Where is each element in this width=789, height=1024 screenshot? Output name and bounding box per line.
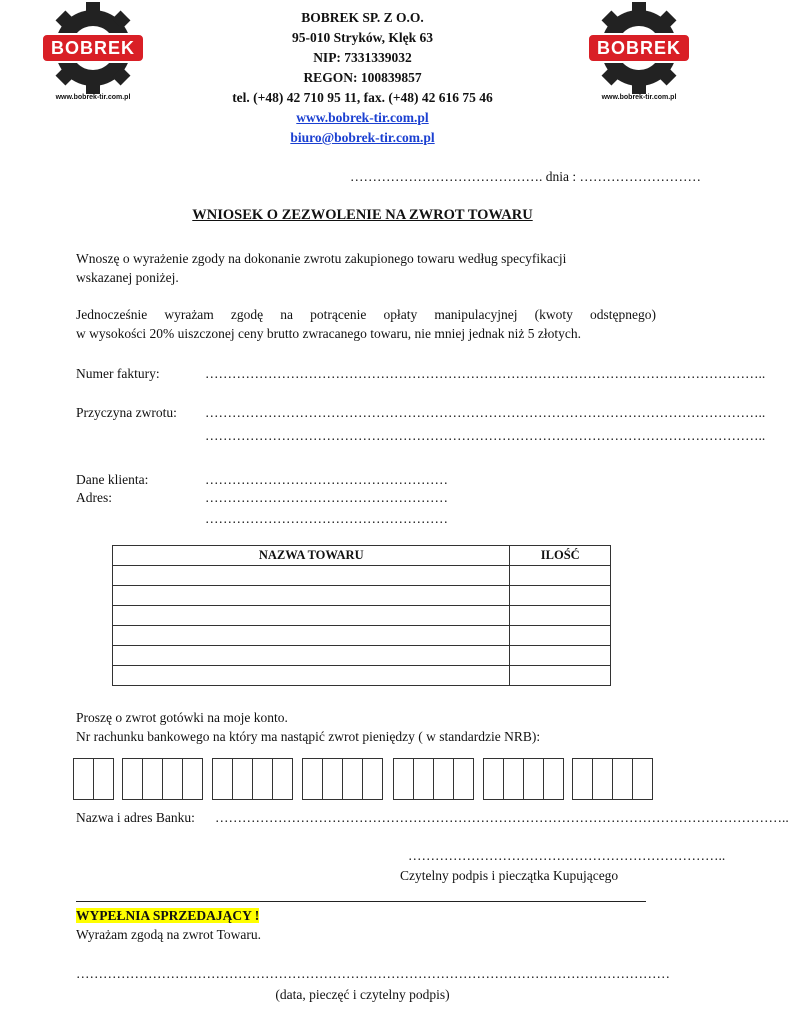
company-regon: REGON: 100839857 bbox=[303, 70, 422, 85]
reason-label: Przyczyna zwrotu: bbox=[76, 405, 177, 420]
email-link[interactable]: biuro@bobrek-tir.com.pl bbox=[290, 130, 435, 145]
company-name: BOBREK SP. Z O.O. bbox=[301, 10, 424, 25]
paragraph-line: wskazanej poniżej. bbox=[76, 270, 179, 285]
address-field-line2[interactable]: ……………………………………………… bbox=[205, 511, 448, 526]
account-group-5[interactable] bbox=[393, 758, 474, 800]
account-group-6[interactable] bbox=[483, 758, 564, 800]
digit-box[interactable] bbox=[483, 758, 503, 800]
table-row bbox=[113, 646, 611, 666]
digit-box[interactable] bbox=[433, 758, 453, 800]
logo-url: www.bobrek-tir.com.pl bbox=[55, 94, 131, 101]
logo-url: www.bobrek-tir.com.pl bbox=[601, 94, 677, 101]
paragraph-line: Wnoszę o wyrażenie zgody na dokonanie zwrotu zakupionego towaru według specyfikacji bbox=[76, 251, 567, 266]
invoice-field[interactable]: …………………………………………………………………………………………………………….. bbox=[205, 366, 766, 381]
digit-box[interactable] bbox=[342, 758, 362, 800]
company-phone: tel. (+48) 42 710 95 11, fax. (+48) 42 616 75 46 bbox=[232, 90, 493, 105]
digit-box[interactable] bbox=[232, 758, 252, 800]
digit-box[interactable] bbox=[632, 758, 653, 800]
paragraph-line: w wysokości 20% uiszczonej ceny brutto zwracanego towaru, nie mniej jednak niż 5 złotych. bbox=[76, 326, 581, 341]
account-group-3[interactable] bbox=[212, 758, 293, 800]
paragraph-request bbox=[76, 249, 656, 287]
qty-cell[interactable] bbox=[510, 566, 611, 586]
digit-box[interactable] bbox=[122, 758, 142, 800]
table-row bbox=[113, 626, 611, 646]
table-row bbox=[113, 606, 611, 626]
company-logo-right bbox=[584, 4, 694, 101]
digit-box[interactable] bbox=[612, 758, 632, 800]
seller-signature-field[interactable]: …………………………………………………………………………………………………………………… bbox=[76, 966, 670, 981]
seller-consent: Wyrażam zgodą na zwrot Towaru. bbox=[76, 927, 262, 942]
invoice-label: Numer faktury: bbox=[76, 366, 160, 381]
name-cell[interactable] bbox=[113, 586, 510, 606]
paragraph-line: Jednocześnie wyrażam zgodę na potrącenie opłaty manipulacyjnej (kwoty odstępnego) bbox=[76, 307, 656, 322]
table-row bbox=[113, 586, 611, 606]
digit-box[interactable] bbox=[73, 758, 93, 800]
digit-box[interactable] bbox=[252, 758, 272, 800]
name-cell[interactable] bbox=[113, 666, 510, 686]
account-group-2[interactable] bbox=[122, 758, 203, 800]
name-cell[interactable] bbox=[113, 566, 510, 586]
signature-label: Czytelny podpis i pieczątka Kupującego bbox=[400, 868, 619, 883]
digit-box[interactable] bbox=[322, 758, 342, 800]
digit-box[interactable] bbox=[182, 758, 203, 800]
digit-box[interactable] bbox=[302, 758, 322, 800]
digit-box[interactable] bbox=[523, 758, 543, 800]
digit-box[interactable] bbox=[592, 758, 612, 800]
table-row bbox=[113, 666, 611, 686]
account-label: Nr rachunku bankowego na który ma nastąpić zwrot pieniędzy ( w standardzie NRB): bbox=[76, 729, 541, 744]
bank-field[interactable]: ……………………………………………………………………………………………………………….. bbox=[215, 810, 789, 825]
digit-box[interactable] bbox=[142, 758, 162, 800]
qty-cell[interactable] bbox=[510, 646, 611, 666]
client-field[interactable]: ……………………………………………… bbox=[205, 472, 448, 487]
digit-box[interactable] bbox=[543, 758, 564, 800]
qty-cell[interactable] bbox=[510, 666, 611, 686]
bank-label: Nazwa i adres Banku: bbox=[76, 810, 195, 825]
signature-field[interactable]: …………………………………………………………….. bbox=[408, 848, 726, 863]
company-address: 95-010 Stryków, Klęk 63 bbox=[291, 30, 433, 45]
account-group-1[interactable] bbox=[73, 758, 114, 800]
logo-text: BOBREK bbox=[50, 38, 135, 58]
name-cell[interactable] bbox=[113, 626, 510, 646]
qty-cell[interactable] bbox=[510, 626, 611, 646]
qty-cell[interactable] bbox=[510, 586, 611, 606]
reason-field-line2[interactable]: …………………………………………………………………………………………………………….. bbox=[205, 428, 766, 443]
seller-heading: WYPEŁNIA SPRZEDAJĄCY ! bbox=[76, 908, 260, 923]
account-group-4[interactable] bbox=[302, 758, 383, 800]
seller-signature-label: (data, pieczęć i czytelny podpis) bbox=[275, 987, 450, 1002]
company-header bbox=[150, 8, 575, 148]
name-cell[interactable] bbox=[113, 606, 510, 626]
digit-box[interactable] bbox=[162, 758, 182, 800]
website-link[interactable]: www.bobrek-tir.com.pl bbox=[296, 110, 429, 125]
section-divider bbox=[76, 901, 646, 902]
document-title: WNIOSEK O ZEZWOLENIE NA ZWROT TOWARU bbox=[192, 207, 533, 223]
address-label: Adres: bbox=[76, 490, 112, 505]
digit-box[interactable] bbox=[272, 758, 293, 800]
company-logo-left bbox=[38, 4, 148, 101]
name-cell[interactable] bbox=[113, 646, 510, 666]
digit-box[interactable] bbox=[362, 758, 383, 800]
digit-box[interactable] bbox=[503, 758, 523, 800]
column-header-name: NAZWA TOWARU bbox=[113, 546, 510, 566]
digit-box[interactable] bbox=[413, 758, 433, 800]
address-field-line1[interactable]: ……………………………………………… bbox=[205, 490, 448, 505]
digit-box[interactable] bbox=[212, 758, 232, 800]
table-row bbox=[113, 566, 611, 586]
qty-cell[interactable] bbox=[510, 606, 611, 626]
date-line[interactable]: ……………………………………. dnia : ……………………… bbox=[350, 169, 701, 184]
digit-box[interactable] bbox=[572, 758, 592, 800]
reason-field-line1[interactable]: …………………………………………………………………………………………………………….. bbox=[205, 405, 766, 420]
digit-box[interactable] bbox=[453, 758, 474, 800]
client-label: Dane klienta: bbox=[76, 472, 149, 487]
column-header-qty: ILOŚĆ bbox=[510, 546, 611, 566]
goods-table bbox=[112, 545, 611, 686]
cash-request-text: Proszę o zwrot gotówki na moje konto. bbox=[76, 710, 288, 725]
company-nip: NIP: 7331339032 bbox=[313, 50, 412, 65]
account-group-7[interactable] bbox=[572, 758, 653, 800]
digit-box[interactable] bbox=[393, 758, 413, 800]
paragraph-fee bbox=[76, 305, 656, 343]
digit-box[interactable] bbox=[93, 758, 114, 800]
logo-text: BOBREK bbox=[596, 38, 681, 58]
table-header-row bbox=[113, 546, 611, 566]
